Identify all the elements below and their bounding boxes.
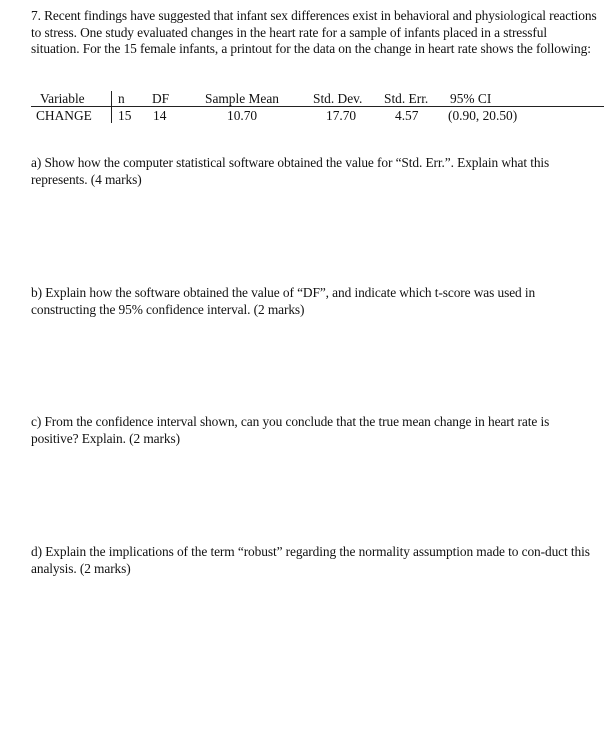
question-intro: 7. Recent findings have suggested that infant sex differences exist in behavioral and physiological reactions to stress. One study evaluated changes in the heart rate for a sample of infants placed in a stressful situation. For the 15 female infants, a printout for the data on the change in heart rate shows the following:: [31, 8, 597, 56]
cell-std-err: 4.57: [395, 108, 419, 123]
header-95-ci: 95% CI: [450, 91, 492, 106]
cell-sample-mean: 10.70: [227, 108, 258, 123]
header-variable: Variable: [40, 91, 85, 106]
cell-variable: CHANGE: [36, 108, 92, 123]
header-std-err: Std. Err.: [384, 91, 429, 106]
cell-std-dev: 17.70: [326, 108, 357, 123]
cell-df: 14: [153, 108, 167, 123]
question-part-a: a) Show how the computer statistical software obtained the value for “Std. Err.”. Explain what this represents. (4 marks): [31, 155, 550, 187]
question-part-b: b) Explain how the software obtained the value of “DF”, and indicate which t-score was used in constructing the 95% confidence interval. (2 marks): [31, 285, 536, 317]
header-sample-mean: Sample Mean: [205, 91, 280, 106]
cell-95-ci: (0.90, 20.50): [448, 108, 518, 123]
table-column-divider: [111, 91, 112, 123]
cell-n: 15: [118, 108, 132, 123]
question-part-d: d) Explain the implications of the term “robust” regarding the normality assumption made to con-duct this analysis. (2 marks): [31, 544, 590, 576]
statistics-printout-table: [31, 91, 605, 127]
header-df: DF: [152, 91, 170, 106]
header-n: n: [118, 91, 125, 106]
header-std-dev: Std. Dev.: [313, 91, 363, 106]
question-part-c: c) From the confidence interval shown, can you conclude that the true mean change in heart rate is positive? Explain. (2 marks): [31, 414, 550, 446]
